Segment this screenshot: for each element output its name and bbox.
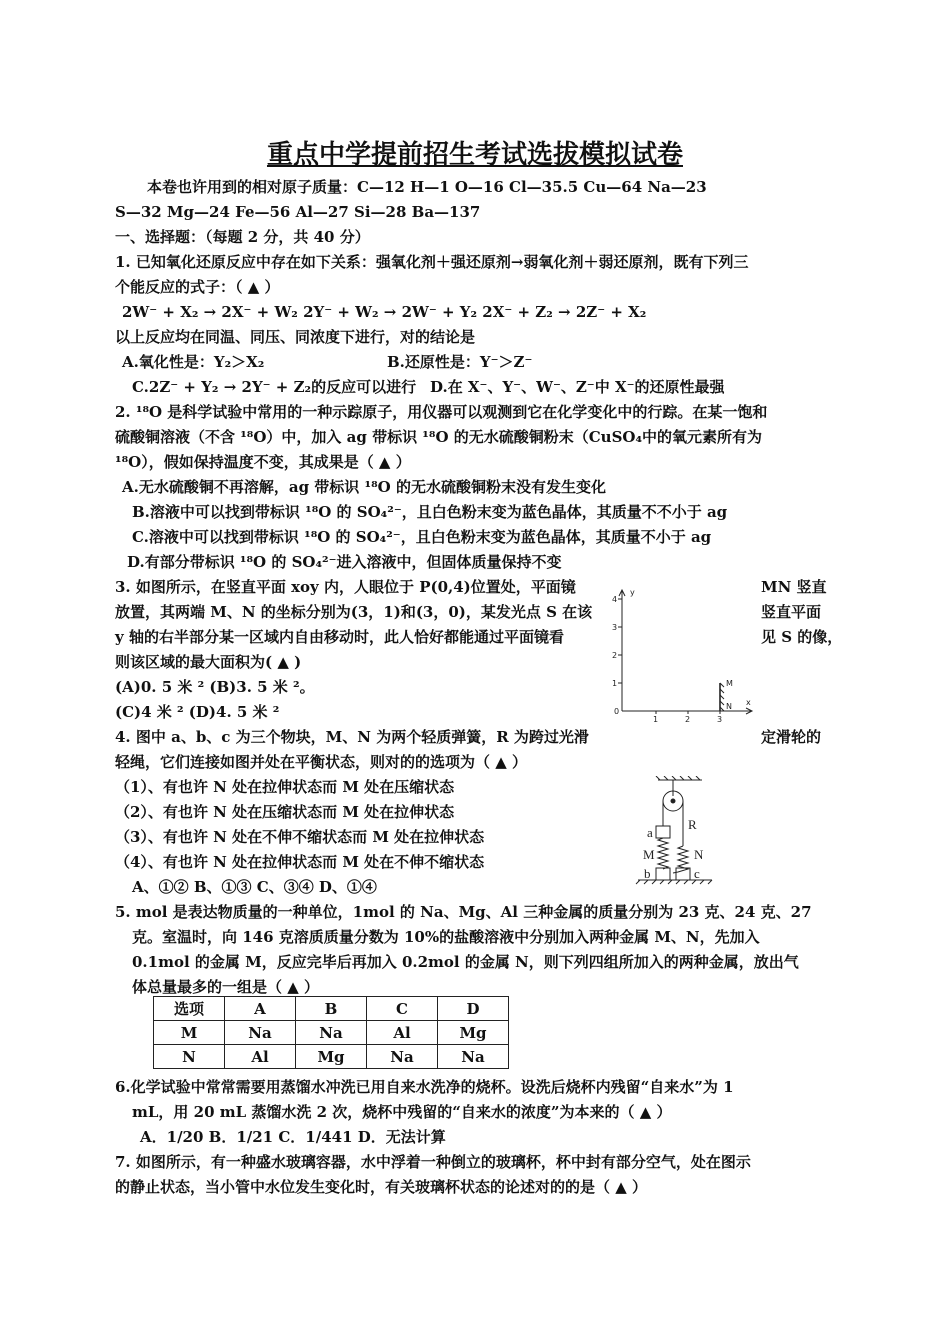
q4-options: A、①② B、①③ C、③④ D、①④ — [132, 878, 377, 896]
q4-block-c-label: c — [694, 866, 700, 881]
q2-option-b: B.溶液中可以找到带标识 ¹⁸O 的 SO₄²⁻，且白色粉末变为蓝色晶体，其质量不不小于 ag — [132, 503, 728, 521]
q3-ytick: 2 — [612, 651, 618, 660]
q3-options-1: (A)0. 5 米 ² (B)3. 5 米 ²。 — [115, 678, 315, 696]
q2-option-a: A.无水硫酸铜不再溶解，ag 带标识 ¹⁸O 的无水硫酸铜粉末没有发生变化 — [122, 478, 606, 496]
table-cell: Na — [438, 1045, 509, 1069]
q3-ytick: 1 — [612, 679, 618, 688]
table-header-cell: C — [367, 997, 438, 1021]
q3-stem-2a: 放置，其两端 M、N 的坐标分别为(3，1)和(3，0)，某发光点 S 在该 — [115, 603, 593, 621]
q4-rope-r-label: R — [688, 817, 697, 832]
q7-stem-2: 的静止状态，当小管中水位发生变化时，有关玻璃杯状态的论述对的的是（ ▲ ） — [115, 1178, 647, 1196]
q3-stem-3a: y 轴的右半部分某一区域内自由移动时，此人恰好都能通过平面镜看 — [115, 628, 564, 646]
q1-option-c: C.2Z⁻ + Y₂ → 2Y⁻ + Z₂的反应可以进行 — [132, 378, 417, 396]
q3-ytick: 3 — [612, 623, 618, 632]
table-header-row — [154, 997, 509, 1021]
section-heading: 一、选择题：（每题 2 分，共 40 分） — [115, 228, 370, 246]
q3-xtick: 3 — [717, 715, 723, 724]
q3-stem-2b: 竖直平面 — [761, 603, 822, 621]
table-cell: M — [154, 1021, 225, 1045]
q6-options: A．1/20 B．1/21 C．1/441 D．无法计算 — [140, 1128, 446, 1146]
q4-statement-3: （3）、有也许 N 处在不伸不缩状态而 M 处在拉伸状态 — [115, 828, 485, 846]
q3-coordinate-figure — [612, 583, 762, 725]
table-header-cell: 选项 — [154, 997, 225, 1021]
q2-stem-2: 硫酸铜溶液（不含 ¹⁸O）中，加入 ag 带标识 ¹⁸O 的无水硫酸铜粉末（CuSO₄中的氧元素所有为 — [115, 428, 763, 446]
q4-stem-1b: 定滑轮的 — [761, 728, 822, 746]
q3-y-axis-label: y — [630, 588, 635, 597]
q3-xtick: 2 — [685, 715, 691, 724]
table-cell: Na — [225, 1021, 296, 1045]
q5-stem-4: 体总量最多的一组是（ ▲ ） — [132, 978, 319, 996]
q4-spring-n-label: N — [694, 847, 704, 862]
intro-atomic-masses-1: 本卷也许用到的相对原子质量：C—12 H—1 O—16 Cl—35.5 Cu—64 Na—23 — [147, 178, 707, 196]
q4-spring-m-label: M — [643, 847, 655, 862]
q3-stem-3b: 见 S 的像， — [761, 628, 843, 646]
table-cell: Al — [225, 1045, 296, 1069]
intro-atomic-masses-2: S—32 Mg—24 Fe—56 Al—27 Si—28 Ba—137 — [115, 203, 481, 221]
q3-mirror-m-label: M — [726, 679, 733, 688]
q4-pulley-spring-figure — [630, 776, 720, 886]
q4-statement-2: （2）、有也许 N 处在压缩状态而 M 处在拉伸状态 — [115, 803, 455, 821]
q2-option-c: C.溶液中可以找到带标识 ¹⁸O 的 SO₄²⁻，且白色粉末变为蓝色晶体，其质量不小于 ag — [132, 528, 712, 546]
table-cell: Mg — [296, 1045, 367, 1069]
table-header-cell: A — [225, 997, 296, 1021]
q3-ytick: 4 — [612, 595, 618, 604]
q3-origin-label: 0 — [614, 707, 620, 716]
q7-stem-1: 7. 如图所示，有一种盛水玻璃容器，水中浮着一种倒立的玻璃杯，杯中封有部分空气，处在图示 — [115, 1153, 751, 1171]
q5-stem-2: 克。室温时，向 146 克溶质质量分数为 10%的盐酸溶液中分别加入两种金属 M、N，先加入 — [132, 928, 760, 946]
q2-stem-1: 2. ¹⁸O 是科学试验中常用的一种示踪原子，用仪器可以观测到它在化学变化中的行踪。在某一饱和 — [115, 403, 768, 421]
q4-statement-4: （4）、有也许 N 处在拉伸状态而 M 处在不伸不缩状态 — [115, 853, 485, 871]
q3-options-2: (C)4 米 ² (D)4. 5 米 ² — [115, 703, 280, 721]
table-cell: Na — [367, 1045, 438, 1069]
table-cell: Al — [367, 1021, 438, 1045]
q5-options-table — [153, 996, 509, 1069]
q3-xtick: 1 — [653, 715, 659, 724]
q2-option-d: D.有部分带标识 ¹⁸O 的 SO₄²⁻进入溶液中，但固体质量保持不变 — [127, 553, 562, 571]
q1-option-b: B.还原性是：Y⁻＞Z⁻ — [387, 353, 533, 371]
q1-equations: 2W⁻ + X₂ → 2X⁻ + W₂ 2Y⁻ + W₂ → 2W⁻ + Y₂ 2X⁻ + Z₂ → 2Z⁻ + X₂ — [122, 303, 647, 321]
q3-x-axis-label: x — [746, 698, 751, 707]
table-header-cell: B — [296, 997, 367, 1021]
table-cell: Mg — [438, 1021, 509, 1045]
q1-option-a: A.氧化性是：Y₂＞X₂ — [122, 353, 265, 371]
q1-stem-1: 1. 已知氧化还原反应中存在如下关系：强氧化剂＋强还原剂→弱氧化剂＋弱还原剂，既有下列三 — [115, 253, 749, 271]
q2-stem-3: ¹⁸O），假如保持温度不变，其成果是（ ▲ ） — [115, 453, 411, 471]
q3-stem-1a: 3. 如图所示，在竖直平面 xoy 内，人眼位于 P(0,4)位置处，平面镜 — [115, 578, 576, 596]
page-title: 重点中学提前招生考试选拔模拟试卷 — [266, 140, 683, 170]
table-cell: Na — [296, 1021, 367, 1045]
q1-stem-3: 以上反应均在同温、同压、同浓度下进行，对的结论是 — [115, 328, 476, 346]
table-header-cell: D — [438, 997, 509, 1021]
q6-stem-1: 6.化学试验中常常需要用蒸馏水冲洗已用自来水洗净的烧杯。设洗后烧杯内残留“自来水”为 1 — [115, 1078, 734, 1096]
q5-stem-1: 5. mol 是表达物质量的一种单位，1mol 的 Na、Mg、Al 三种金属的质量分别为 23 克、24 克、27 — [115, 903, 812, 921]
table-row — [154, 1021, 509, 1045]
q6-stem-2: mL，用 20 mL 蒸馏水洗 2 次，烧杯中残留的“自来水的浓度”为本来的（ ▲ ） — [132, 1103, 672, 1121]
q3-stem-1b: MN 竖直 — [761, 578, 827, 596]
q3-mirror-n-label: N — [726, 702, 732, 711]
q3-stem-4: 则该区域的最大面积为( ▲ ) — [115, 653, 302, 671]
table-cell: N — [154, 1045, 225, 1069]
q4-statement-1: （1）、有也许 N 处在拉伸状态而 M 处在压缩状态 — [115, 778, 455, 796]
table-row — [154, 1045, 509, 1069]
q5-stem-3: 0.1mol 的金属 M，反应完毕后再加入 0.2mol 的金属 N，则下列四组所加入的两种金属，放出气 — [132, 953, 799, 971]
q4-stem-2: 轻绳，它们连接如图并处在平衡状态，则对的的选项为（ ▲ ） — [115, 753, 527, 771]
q4-block-b-label: b — [644, 866, 651, 881]
q4-stem-1a: 4. 图中 a、b、c 为三个物块，M、N 为两个轻质弹簧，R 为跨过光滑 — [115, 728, 589, 746]
q4-block-a-label: a — [647, 825, 653, 840]
q1-option-d: D.在 X⁻、Y⁻、W⁻、Z⁻中 X⁻的还原性最强 — [430, 378, 725, 396]
q1-stem-2: 个能反应的式子：（ ▲ ） — [115, 278, 280, 296]
